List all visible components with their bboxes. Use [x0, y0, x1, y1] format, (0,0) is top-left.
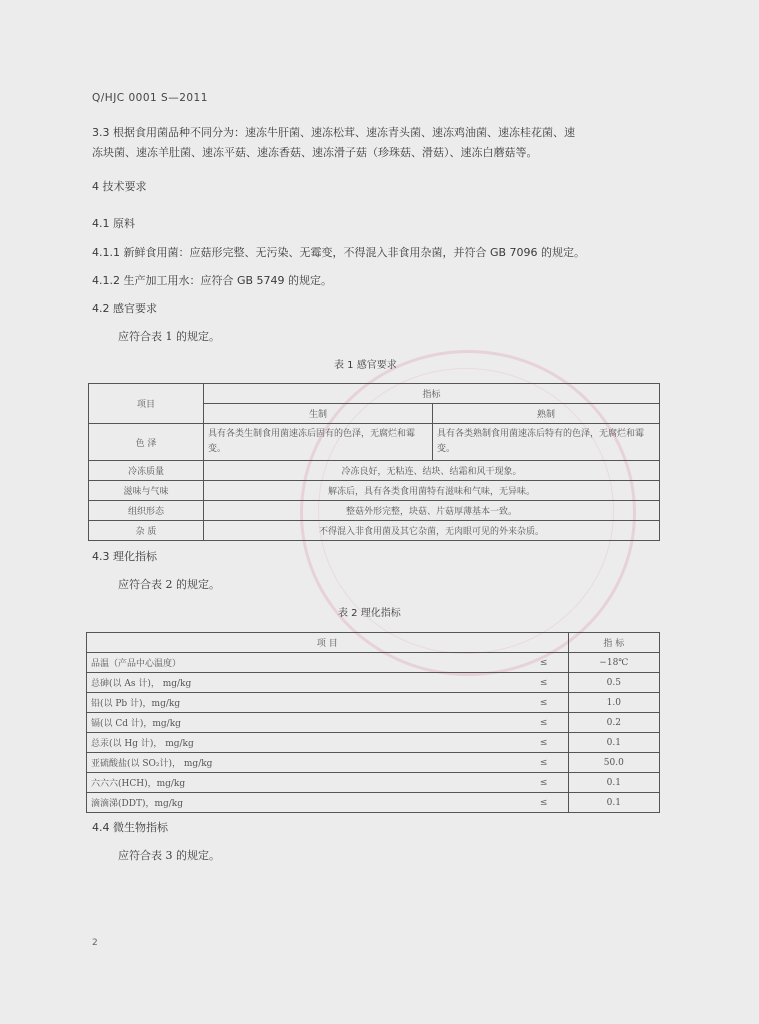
table-1-caption: 表 1 感官要求 [334, 360, 397, 371]
table-1-row-label: 杂 质 [89, 521, 204, 541]
table-2-value: 0.2 [568, 713, 659, 733]
table-row [89, 521, 660, 541]
table-1-row-value: 不得混入非食用菌及其它杂菌，无肉眼可见的外来杂质。 [204, 521, 660, 541]
table-2-op: ≤ [520, 793, 569, 813]
section-4-1-2: 4.1.2 生产加工用水：应符合 GB 5749 的规定。 [92, 274, 333, 287]
table-2-value: 0.1 [568, 793, 659, 813]
table-2-value: 0.1 [568, 733, 659, 753]
table-row [87, 773, 660, 793]
table-row [87, 753, 660, 773]
table-row [89, 461, 660, 481]
table-row [87, 693, 660, 713]
table-row [87, 713, 660, 733]
table-2-item: 铅(以 Pb 计)，mg/kg [87, 693, 520, 713]
table-2-op: ≤ [520, 713, 569, 733]
table-2-header-index: 指 标 [568, 633, 659, 653]
table-2-op: ≤ [520, 753, 569, 773]
table-2-caption: 表 2 理化指标 [338, 608, 401, 619]
table-2-header-item: 项 目 [87, 633, 569, 653]
table-row [87, 733, 660, 753]
table-2-value: 1.0 [568, 693, 659, 713]
page-number: 2 [92, 938, 98, 948]
section-4-3-heading: 4.3 理化指标 [92, 550, 157, 563]
table-2-physicochemical [86, 632, 660, 813]
table-2-item: 总砷(以 As 计)， mg/kg [87, 673, 520, 693]
table-1-row-value: 整菇外形完整，块菇、片菇厚薄基本一致。 [204, 501, 660, 521]
table-row [87, 673, 660, 693]
table-1-header-index: 指标 [204, 384, 660, 404]
table-1-color-label: 色 泽 [89, 424, 204, 461]
table-2-item: 镉(以 Cd 计)，mg/kg [87, 713, 520, 733]
section-3-3-line-2: 冻块菌、速冻羊肚菌、速冻平菇、速冻香菇、速冻滑子菇（珍珠菇、滑菇）、速冻白蘑菇等。 [92, 146, 538, 159]
table-row [89, 501, 660, 521]
section-4-1-heading: 4.1 原料 [92, 217, 135, 230]
table-2-op: ≤ [520, 733, 569, 753]
table-2-value: 0.5 [568, 673, 659, 693]
table-2-value: 50.0 [568, 753, 659, 773]
table-1-row-label: 冷冻质量 [89, 461, 204, 481]
table-row [87, 653, 660, 673]
table-1-color-raw: 具有各类生制食用菌速冻后固有的色泽，无腐烂和霉变。 [204, 424, 433, 461]
table-1-row-value: 解冻后，具有各类食用菌特有滋味和气味，无异味。 [204, 481, 660, 501]
table-2-item: 六六六(HCH)，mg/kg [87, 773, 520, 793]
table-2-item: 亚硫酸盐(以 SO₂计)， mg/kg [87, 753, 520, 773]
table-2-op: ≤ [520, 693, 569, 713]
table-1-header-cooked: 熟制 [433, 404, 660, 424]
section-4-2-text: 应符合表 1 的规定。 [118, 330, 220, 343]
table-1-row-value: 冷冻良好，无粘连、结块、结霜和风干现象。 [204, 461, 660, 481]
section-3-3-line-1: 3.3 根据食用菌品种不同分为：速冻牛肝菌、速冻松茸、速冻青头菌、速冻鸡油菌、速冻桂花菌、速 [92, 126, 575, 139]
section-4-2-heading: 4.2 感官要求 [92, 302, 157, 315]
table-1-color-cooked: 具有各类熟制食用菌速冻后特有的色泽，无腐烂和霉变。 [433, 424, 660, 461]
section-4-4-heading: 4.4 微生物指标 [92, 821, 168, 834]
table-1-row-label: 滋味与气味 [89, 481, 204, 501]
table-row [87, 793, 660, 813]
standard-header: Q/HJC 0001 S—2011 [92, 92, 208, 104]
table-row [89, 481, 660, 501]
table-2-value: 0.1 [568, 773, 659, 793]
table-2-item: 品温（产品中心温度） [87, 653, 520, 673]
table-1-header-item: 项目 [89, 384, 204, 424]
table-2-value: −18℃ [568, 653, 659, 673]
section-4-heading: 4 技术要求 [92, 180, 147, 193]
table-1-sensory [88, 383, 660, 541]
table-2-item: 滴滴涕(DDT)，mg/kg [87, 793, 520, 813]
table-2-op: ≤ [520, 773, 569, 793]
section-4-3-text: 应符合表 2 的规定。 [118, 578, 220, 591]
table-2-op: ≤ [520, 653, 569, 673]
table-2-op: ≤ [520, 673, 569, 693]
section-4-4-text: 应符合表 3 的规定。 [118, 849, 220, 862]
section-4-1-1: 4.1.1 新鲜食用菌：应菇形完整、无污染、无霉变，不得混入非食用杂菌，并符合 GB 7096 的规定。 [92, 246, 586, 259]
table-1-row-label: 组织形态 [89, 501, 204, 521]
table-1-header-raw: 生制 [204, 404, 433, 424]
table-2-item: 总汞(以 Hg 计)， mg/kg [87, 733, 520, 753]
